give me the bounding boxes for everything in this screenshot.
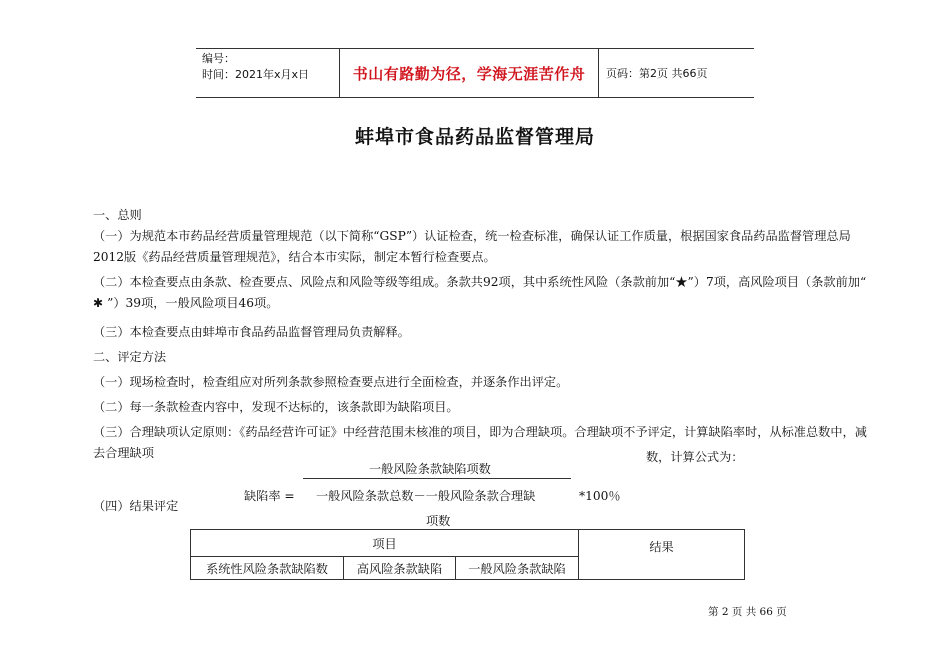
paragraph-6-tail: 数，计算公式为：: [646, 450, 744, 464]
formula-numerator: 一般风险条款缺陷项数: [369, 462, 491, 476]
formula-fraction-bar: [303, 478, 571, 479]
document-title: 蚌埠市食品药品监督管理局: [354, 126, 595, 148]
paragraph-1: （一）为规范本市药品经营质量管理规范（以下简称“GSP”）认证检查，统一检查标准，确保认证工作质量，根据国家食品药品监督管理总局2012版《药品经营质量管理规范》，结合本市实际，制定本暂行检查要点。: [93, 229, 851, 264]
header-page-number: 页码：第2页 共66页: [606, 67, 708, 80]
table-header-result: 结果: [579, 530, 745, 580]
header-time: 时间：2021年x月x日: [202, 68, 310, 81]
result-table: [190, 529, 745, 580]
paragraph-4: （一）现场检查时，检查组应对所列条款参照检查要点进行全面检查，并逐条作出评定。: [93, 375, 569, 389]
table-col-general: 一般风险条款缺陷: [456, 557, 579, 580]
formula-denominator: 一般风险条款总数－一般风险条款合理缺: [316, 489, 536, 503]
formula-multiplier: *100％: [579, 489, 621, 503]
table-header-item: 项目: [191, 530, 579, 557]
paragraph-5: （二）每一条款检查内容中，发现不达标的，该条款即为缺陷项目。: [93, 400, 459, 414]
paragraph-7: （四）结果评定: [93, 499, 179, 513]
header-left: [202, 51, 309, 83]
formula-lhs: 缺陷率 =: [244, 489, 295, 503]
paragraph-3: （三）本检查要点由蚌埠市食品药品监督管理局负责解释。: [93, 325, 410, 339]
header-slogan: 书山有路勤为径，学海无涯苦作舟: [339, 49, 599, 97]
header-number: 编号：: [202, 52, 235, 65]
section-evaluation: 二、评定方法: [93, 350, 167, 364]
page-header: [196, 48, 754, 98]
paragraph-2: （二）本检查要点由条款、检查要点、风险点和风险等级等组成。条款共92项，其中系统性风险（条款前加“★”）7项，高风险项目（条款前加“ ✱ ”）39项，一般风险项目46项。: [93, 275, 867, 310]
table-col-high: 高风险条款缺陷: [344, 557, 456, 580]
section-general: 一、总则: [93, 208, 142, 222]
formula-denominator-cont: 项数: [426, 514, 451, 528]
page-footer: 第 2 页 共 66 页: [708, 606, 787, 618]
paragraph-6-text: （三）合理缺项认定原则：《药品经营许可证》中经营范围未核准的项目，即为合理缺项。合理缺项不予评定，计算缺陷率时，从标准总数中，减去合理缺项: [93, 425, 867, 460]
paragraph-6: [93, 422, 869, 464]
table-col-systemic: 系统性风险条款缺陷数: [191, 557, 344, 580]
